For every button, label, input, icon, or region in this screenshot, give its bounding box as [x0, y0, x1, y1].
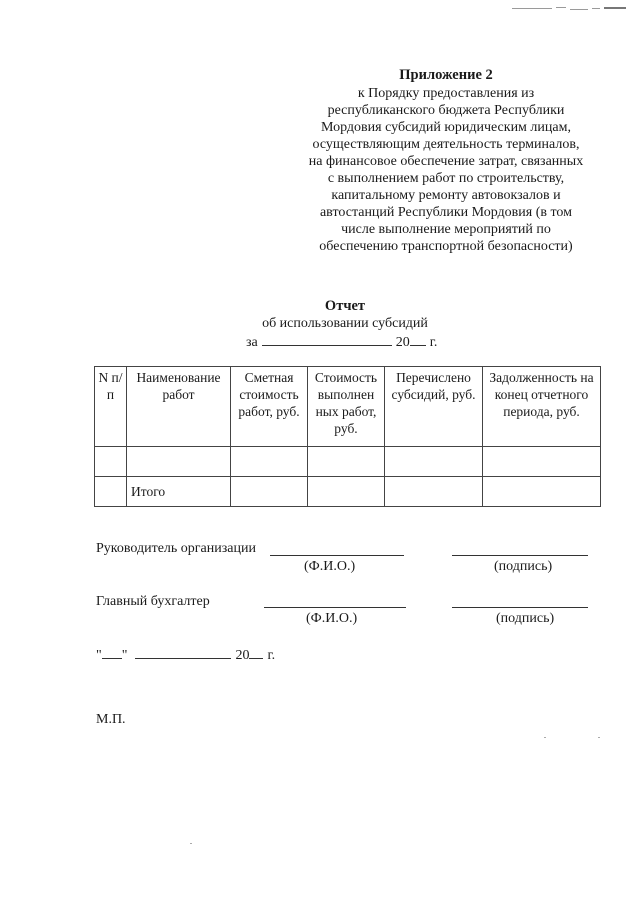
- appendix-line: республиканского бюджета Республики: [327, 103, 565, 118]
- appendix-title: Приложение 2: [399, 67, 493, 83]
- period-prefix: за: [246, 335, 258, 350]
- table-cell: [308, 477, 385, 507]
- scan-dot: [190, 843, 192, 844]
- scan-artifact: [512, 4, 632, 16]
- table-cell: [231, 477, 308, 507]
- head-label: Руководитель организации: [96, 541, 256, 556]
- accountant-signature-caption: (подпись): [496, 611, 555, 626]
- date-open-quote: ": [96, 648, 102, 663]
- appendix-line: автостанций Республики Мордовия (в том: [319, 205, 573, 220]
- appendix-line: к Порядку предоставления из: [357, 86, 535, 101]
- period-blank: [262, 333, 392, 346]
- report-period: [246, 333, 437, 352]
- period-year-blank: [410, 333, 426, 346]
- table-header-row: [95, 367, 601, 447]
- accountant-fio-line: [264, 607, 406, 608]
- date-month-blank: [135, 646, 231, 659]
- table-cell: [308, 447, 385, 477]
- appendix-line: капитальному ремонту автовокзалов и: [331, 188, 561, 203]
- accountant-signature-line: [452, 607, 588, 608]
- scan-dot: [544, 737, 546, 738]
- table-cell: [483, 477, 601, 507]
- head-fio-caption: (Ф.И.О.): [304, 559, 356, 574]
- date-year-suffix: г.: [267, 648, 276, 663]
- report-table: [94, 366, 601, 507]
- header-subsidies-transferred: Перечислено субсидий, руб.: [385, 367, 483, 447]
- header-completed-cost: Стоимость выполнен ных работ, руб.: [308, 367, 385, 447]
- scan-dot: [598, 737, 600, 738]
- appendix-line: числе выполнение мероприятий по: [341, 222, 551, 237]
- appendix-line: обеспечению транспортной безопасности): [319, 239, 573, 254]
- date-year-blank: [249, 646, 263, 659]
- appendix-line: с выполнением работ по строительству,: [327, 171, 565, 186]
- table-cell: [231, 447, 308, 477]
- date-day-blank: [102, 646, 122, 659]
- table-cell: [385, 477, 483, 507]
- head-fio-line: [270, 555, 404, 556]
- table-total-row: [95, 477, 601, 507]
- header-estimated-cost: Сметная стоимость работ, руб.: [231, 367, 308, 447]
- appendix-line: Мордовия субсидий юридическим лицам,: [321, 120, 571, 135]
- date-close-quote: ": [121, 648, 128, 663]
- table-cell: [95, 447, 127, 477]
- head-signature-line: [452, 555, 588, 556]
- header-number: N п/п: [95, 367, 127, 447]
- report-title: Отчет: [324, 298, 366, 314]
- period-suffix: г.: [429, 335, 438, 350]
- head-signature-caption: (подпись): [494, 559, 553, 574]
- table-row: [95, 447, 601, 477]
- appendix-block: [292, 67, 600, 255]
- header-debt: Задолженность на конец отчетного периода, руб.: [483, 367, 601, 447]
- report-subtitle: об использовании субсидий: [262, 316, 428, 331]
- total-label: Итого: [127, 477, 231, 507]
- table-cell: [95, 477, 127, 507]
- appendix-line: осуществляющим деятельность терминалов,: [312, 137, 580, 152]
- period-year: 20: [395, 335, 410, 350]
- header-work-name: Наименование работ: [127, 367, 231, 447]
- date-year-prefix: 20: [235, 648, 250, 663]
- stamp-place: М.П.: [96, 712, 126, 727]
- appendix-line: на финансовое обеспечение затрат, связанных: [308, 154, 584, 169]
- table-cell: [127, 447, 231, 477]
- table-cell: [483, 447, 601, 477]
- accountant-label: Главный бухгалтер: [96, 594, 210, 609]
- table-cell: [385, 447, 483, 477]
- accountant-fio-caption: (Ф.И.О.): [306, 611, 358, 626]
- date-line: [96, 646, 275, 665]
